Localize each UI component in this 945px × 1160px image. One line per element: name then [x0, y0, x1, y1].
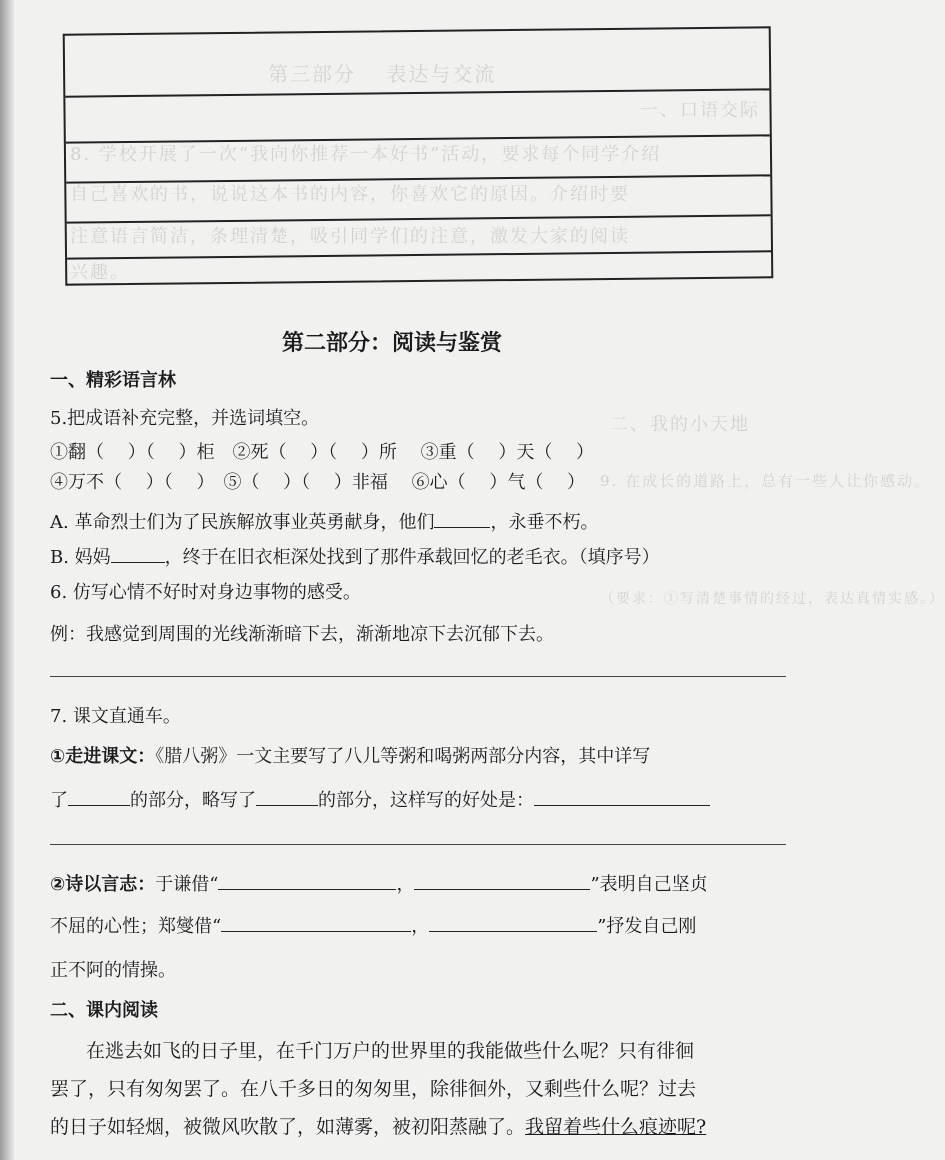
answer-blank[interactable]: [414, 871, 590, 890]
writing-grid: [63, 26, 774, 285]
answer-blank[interactable]: [429, 913, 597, 932]
bleed-through-text: 兴趣。: [70, 262, 130, 283]
bleed-through-text: 注意语言简洁，条理清楚，吸引同学们的注意，激发大家的阅读: [70, 226, 630, 247]
bleed-through-text: 自己喜欢的书，说说这本书的内容，你喜欢它的原因。介绍时要: [70, 184, 630, 205]
bleed-through-text: （要求：①写清楚事情的经过，表达真情实感。）: [600, 591, 945, 607]
answer-blank[interactable]: [111, 544, 165, 563]
grid-line: [66, 174, 770, 183]
question-5a-text: ，永垂不朽。: [490, 512, 599, 533]
bleed-through-text: 9. 在成长的道路上，总有一些人让你感动。: [600, 472, 932, 490]
question-7-2-text: ，: [411, 916, 430, 937]
question-5a-text: A. 革命烈士们为了民族解放事业英勇献身，他们: [50, 512, 435, 533]
section-heading: 二、课内阅读: [50, 1000, 158, 1021]
question-7-2-text: ”表明自己坚贞: [590, 874, 708, 895]
bleed-through-text: 8. 学校开展了一次“我向你推荐一本好书”活动，要求每个同学介绍: [70, 144, 662, 165]
answer-line[interactable]: [50, 676, 786, 677]
question-7-2-text: ”抒发自己刚: [597, 916, 697, 937]
answer-line[interactable]: [50, 844, 786, 845]
underlined-sentence: 我留着些什么痕迹呢?: [525, 1116, 707, 1138]
question-7-2-text: 不屈的心性；郑燮借“: [50, 916, 222, 937]
bleed-through-text: 二、我的小天地: [610, 414, 750, 435]
question-7-1-text: 《腊八粥》一文主要写了八儿等粥和喝粥两部分内容，其中详写: [155, 746, 651, 767]
question-5b-text: ，终于在旧衣柜深处找到了那件承载回忆的老毛衣。（填序号）: [164, 547, 660, 568]
idiom-row-1: ①翻（ ）（ ）柜 ②死（ ）（ ）所 ③重（ ）天（ ）: [50, 442, 595, 463]
grid-line: [67, 214, 771, 223]
answer-blank[interactable]: [218, 871, 396, 890]
part-title: 第二部分：阅读与鉴赏: [282, 331, 503, 356]
question-5b-text: B. 妈妈: [50, 547, 111, 568]
answer-blank[interactable]: [534, 787, 710, 806]
reading-passage-line: 罢了，只有匆匆罢了。在八千多日的匆匆里，除徘徊外，又剩些什么呢？过去: [50, 1078, 697, 1100]
question-5a: [50, 508, 598, 534]
question-6-example: 例：我感觉到周围的光线渐渐暗下去，渐渐地凉下去沉郁下去。: [50, 624, 554, 645]
answer-blank[interactable]: [68, 787, 130, 806]
question-7-1-label: ①走进课文：: [50, 746, 156, 767]
question-6-prompt: 6. 仿写心情不好时对身边事物的感受。: [50, 582, 361, 603]
bleed-through-text: 一、口语交际: [640, 100, 760, 121]
bleed-through-text: 第三部分 表达与交流: [268, 62, 497, 86]
reading-passage-line: 的日子如轻烟，被微风吹散了，如薄雾，被初阳蒸融了。: [50, 1116, 526, 1138]
grid-line: [67, 250, 771, 259]
question-7-prompt: 7. 课文直通车。: [50, 706, 181, 727]
reading-passage-line: 在逃去如飞的日子里，在千门万户的世界里的我能做些什么呢？只有徘徊: [86, 1040, 695, 1062]
question-7-2-label: ②诗以言志：: [50, 874, 156, 895]
question-7-2-text: 于谦借“: [155, 874, 219, 895]
idiom-row-2: ④万不（ ）（ ） ⑤（ ）（ ）非福 ⑥心（ ）气（ ）: [50, 472, 586, 493]
page-edge-shadow: [0, 0, 14, 1160]
answer-blank[interactable]: [434, 509, 490, 528]
question-7-2-text: 正不阿的情操。: [50, 960, 176, 981]
answer-blank[interactable]: [221, 913, 411, 932]
answer-blank[interactable]: [256, 787, 318, 806]
question-7-1-text: 的部分，这样写的好处是：: [318, 790, 534, 811]
question-7-1-text: 的部分，略写了: [130, 790, 256, 811]
section-heading: 一、精彩语言林: [50, 370, 176, 391]
question-5-prompt: 5.把成语补充完整，并选词填空。: [50, 408, 320, 429]
grid-line: [66, 134, 770, 143]
question-5b: [50, 543, 660, 569]
question-7-1-text: 了: [50, 790, 68, 811]
grid-line: [65, 88, 769, 97]
question-7-2-text: ，: [396, 874, 415, 895]
